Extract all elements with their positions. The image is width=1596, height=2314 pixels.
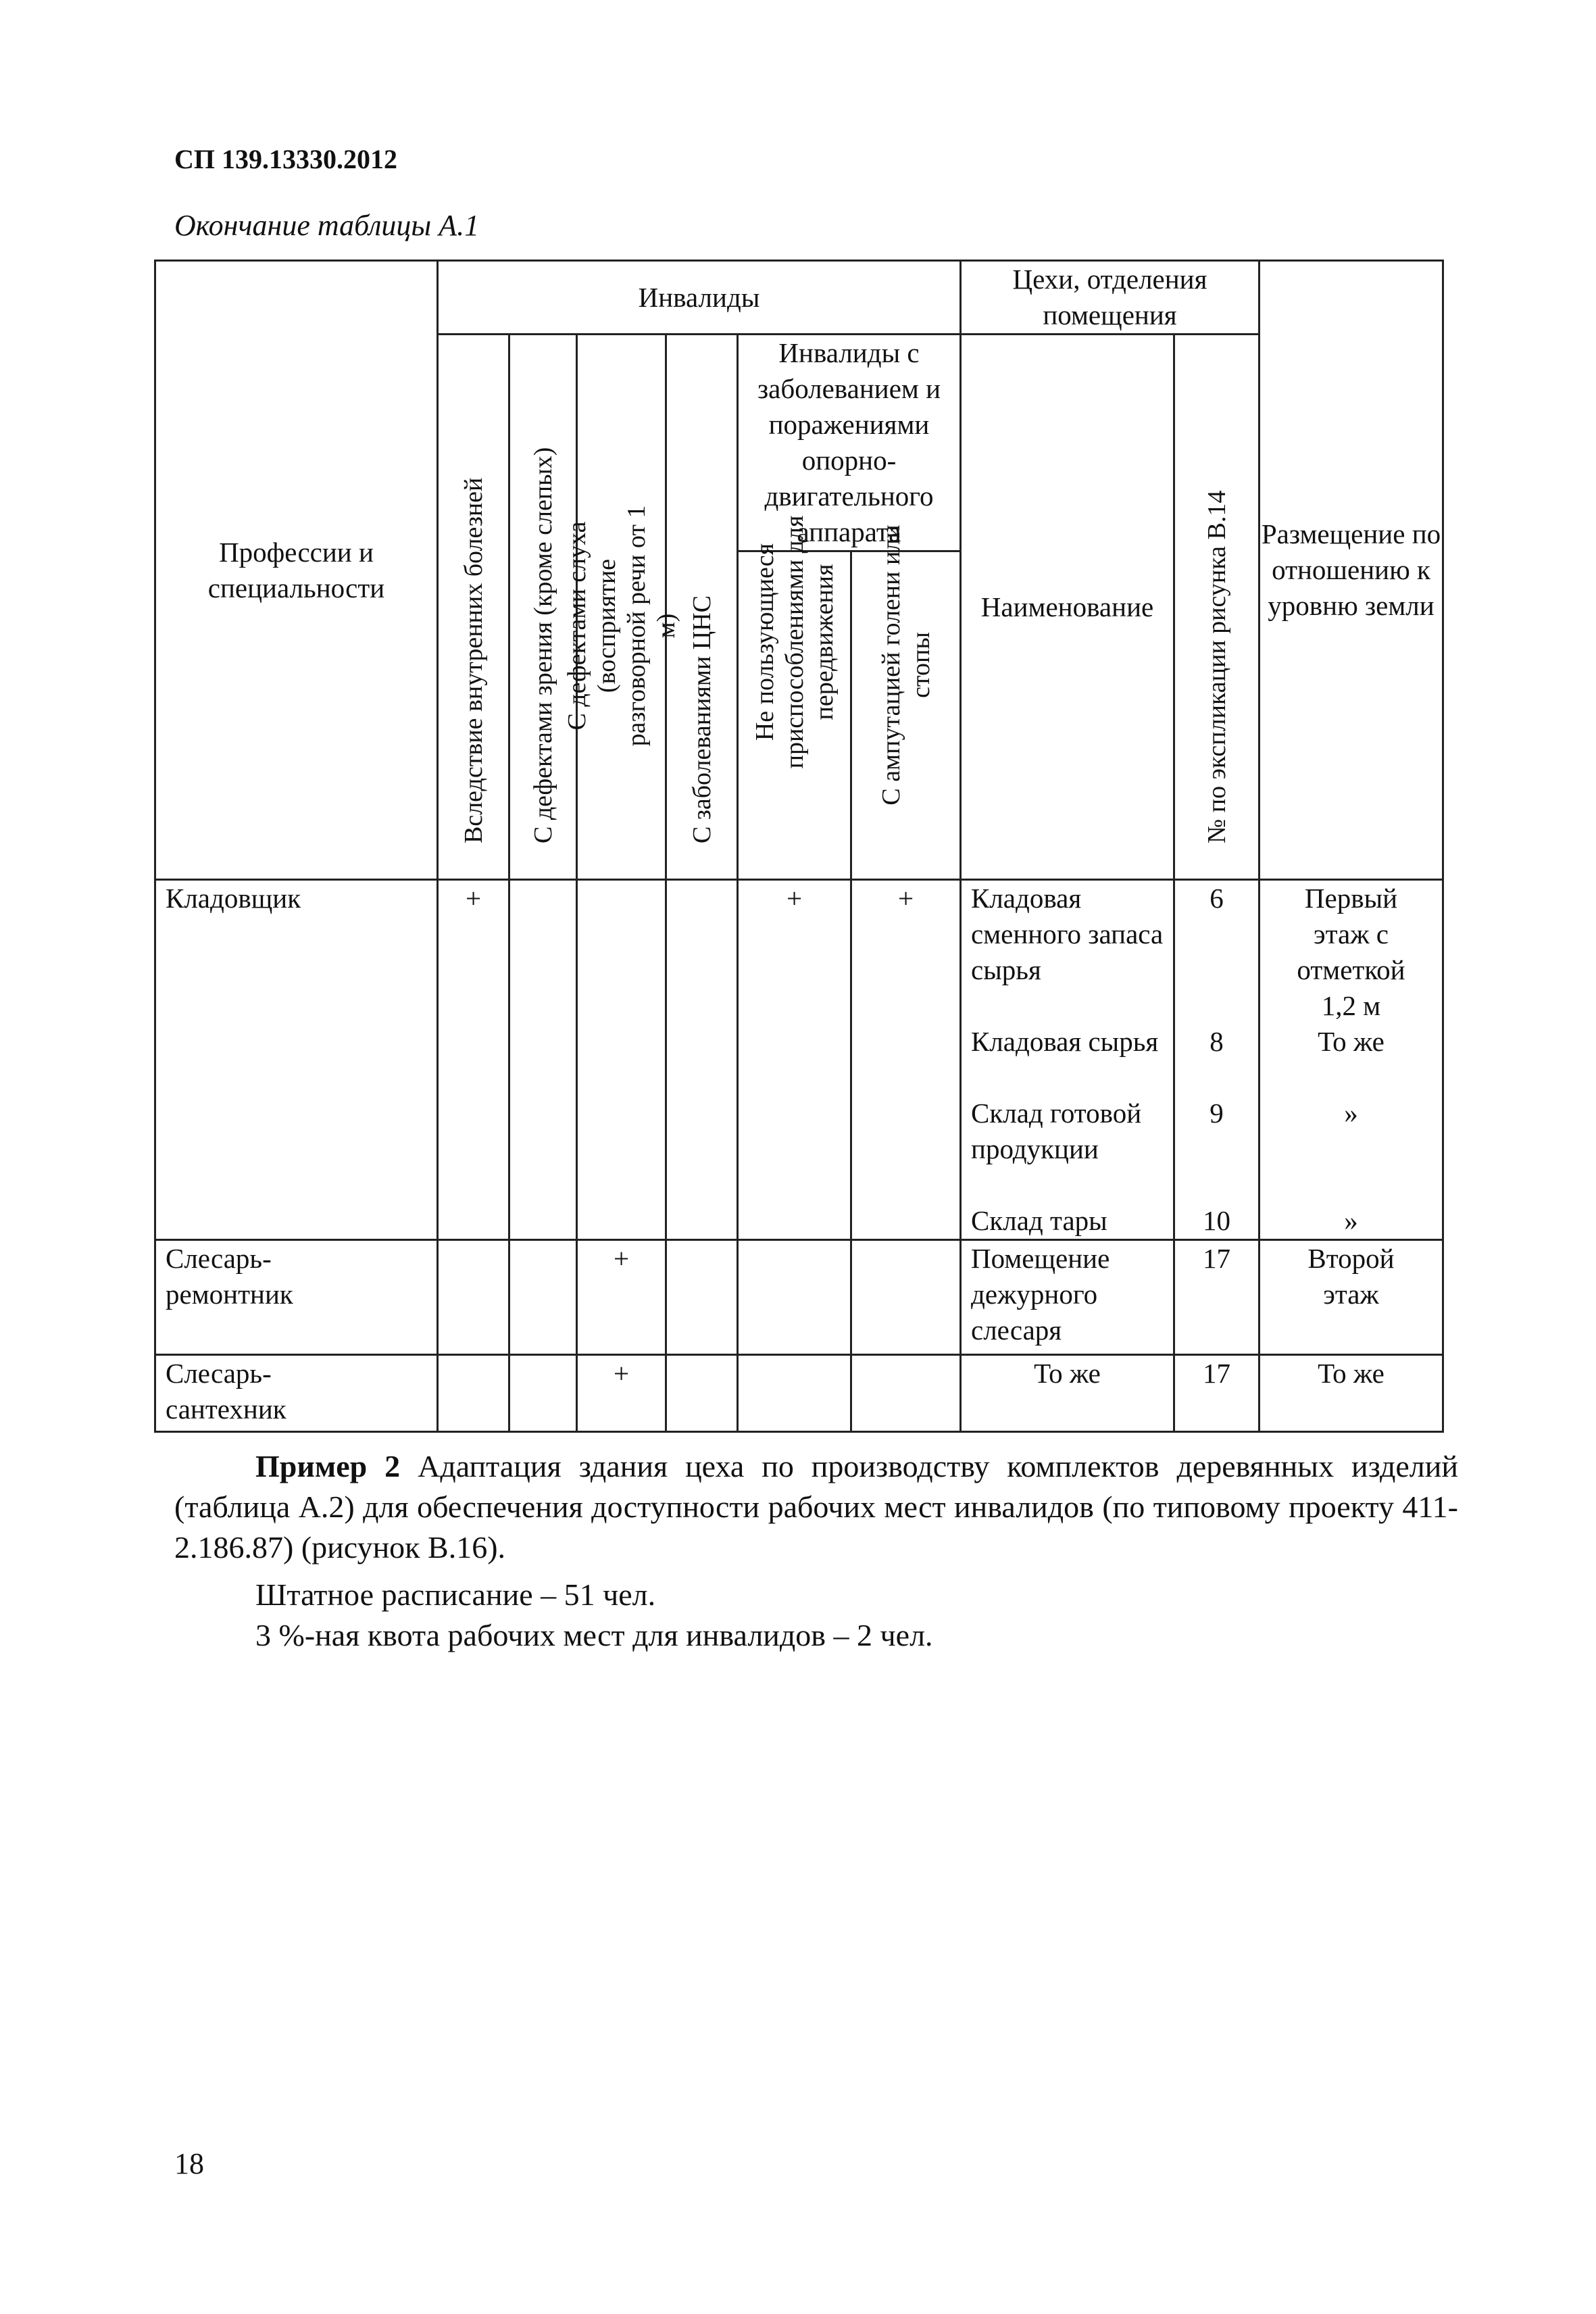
room-names: Помещение дежурного слесаря	[961, 1240, 1174, 1355]
header-shops: Цехи, отделения помещения	[961, 261, 1260, 335]
profession-cell: Кладовщик	[155, 880, 438, 1240]
header-professions: Профессии и специальности	[155, 261, 438, 880]
room-placements: Первый этаж с отметкой 1,2 м То же » »	[1260, 880, 1443, 1240]
mark-internal	[438, 1240, 509, 1355]
mark-vision	[509, 880, 577, 1240]
header-placement: Размещение по отношению к уровню земли	[1260, 261, 1443, 880]
mark-amputation	[851, 1355, 961, 1432]
header-hearing: С дефектами слуха (восприятие разговорной речи от 1 м)	[577, 335, 666, 880]
staff-line: Штатное расписание – 51 чел.	[255, 1577, 656, 1612]
mark-hearing	[577, 880, 666, 1240]
profession-cell: Слесарь-ремонтник	[155, 1240, 438, 1355]
professions-table	[154, 260, 1444, 1433]
header-amputation: С ампутацией голени или стопы	[851, 551, 961, 880]
header-no-devices: Не пользующиеся приспособлениями для передвижения	[738, 551, 851, 880]
room-names: То же	[961, 1355, 1174, 1432]
room-names: Кладовая сменного запаса сырья Кладовая сырья Склад готовой продукции Склад тары	[961, 880, 1174, 1240]
mark-cns	[666, 880, 738, 1240]
table-row	[155, 880, 1443, 1240]
profession-cell: Слесарь-сантехник	[155, 1355, 438, 1432]
example-text: Адаптация здания цеха по производству комплектов деревянных изделий (таблица А.2) для обеспечения доступности рабочих мест инвалидов (по типовому проекту 411-2.186.87) (рисунок В.16).	[174, 1449, 1459, 1565]
mark-cns	[666, 1240, 738, 1355]
page-number: 18	[174, 2147, 204, 2180]
table-row	[155, 1240, 1443, 1355]
room-placements: То же	[1260, 1355, 1443, 1432]
table-row	[155, 1355, 1443, 1432]
header-musculo: Инвалиды с заболеванием и поражениями опорно-двигательного аппарата	[738, 335, 961, 551]
room-numbers: 17	[1174, 1240, 1260, 1355]
mark-no-devices: +	[738, 880, 851, 1240]
example-label: Пример 2	[255, 1449, 401, 1483]
mark-amputation	[851, 1240, 961, 1355]
mark-no-devices	[738, 1240, 851, 1355]
example-paragraph	[174, 1446, 1458, 1568]
mark-internal	[438, 1355, 509, 1432]
header-cns: С заболеваниями ЦНС	[666, 335, 738, 880]
room-numbers: 17	[1174, 1355, 1260, 1432]
room-placements: Второй этаж	[1260, 1240, 1443, 1355]
mark-vision	[509, 1355, 577, 1432]
header-name: Наименование	[961, 335, 1174, 880]
header-vision: С дефектами зрения (кроме слепых)	[509, 335, 577, 880]
mark-vision	[509, 1240, 577, 1355]
mark-no-devices	[738, 1355, 851, 1432]
mark-hearing: +	[577, 1355, 666, 1432]
header-invalids: Инвалиды	[438, 261, 961, 335]
header-internal: Вследствие внутренних болезней	[438, 335, 509, 880]
mark-amputation: +	[851, 880, 961, 1240]
mark-hearing: +	[577, 1240, 666, 1355]
document-code: СП 139.13330.2012	[174, 144, 397, 174]
room-numbers: 6 8 9 10	[1174, 880, 1260, 1240]
table-caption: Окончание таблицы А.1	[174, 209, 480, 242]
mark-cns	[666, 1355, 738, 1432]
header-expl: № по экспликации рисунка В.14	[1174, 335, 1260, 880]
quota-line: 3 %-ная квота рабочих мест для инвалидов – 2 чел.	[255, 1618, 933, 1652]
mark-internal: +	[438, 880, 509, 1240]
